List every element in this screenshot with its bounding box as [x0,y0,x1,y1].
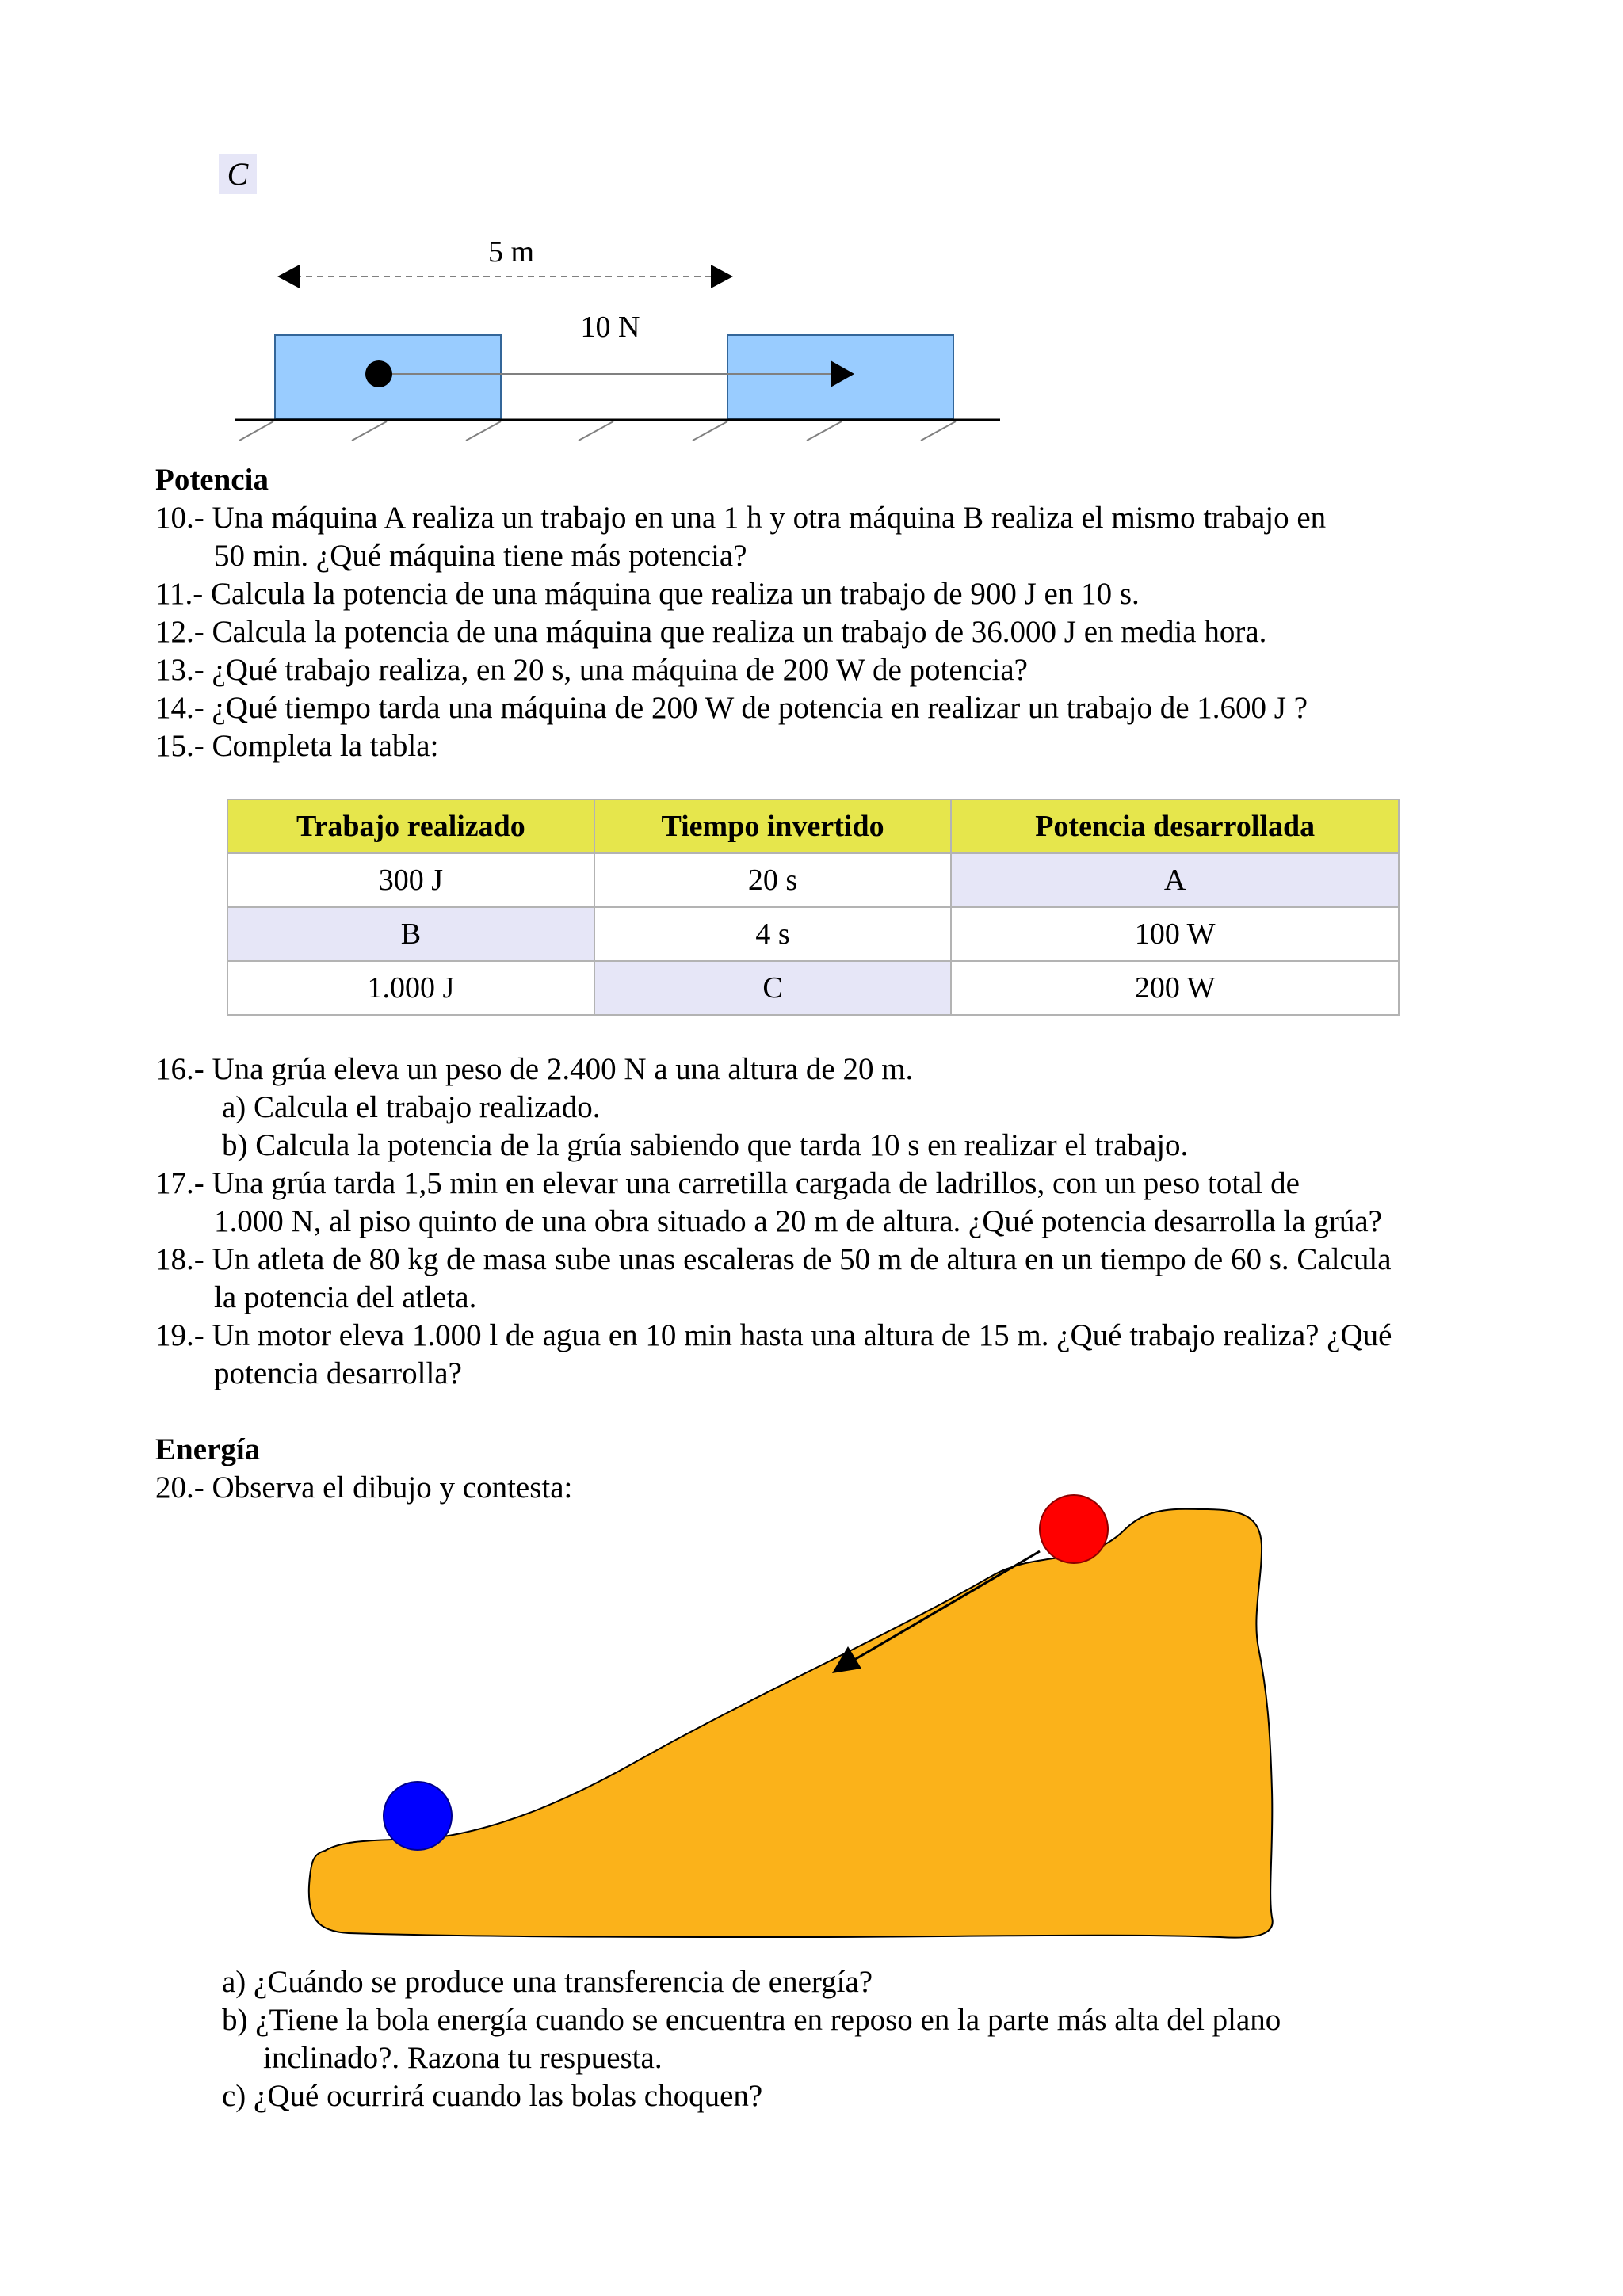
question-20b-line2: inclinado?. Razona tu respuesta. [263,2041,663,2075]
table-cell-unknown: B [227,907,594,961]
energy-questions [155,1963,1487,2115]
force-origin-dot [365,360,392,387]
question-17 [155,1165,1487,1241]
question-20b-line1: b) ¿Tiene la bola energía cuando se encuentra en reposo en la parte más alta del plano [222,2003,1281,2037]
potencia-title: Potencia [155,463,269,497]
header-potencia: Potencia desarrollada [951,799,1399,853]
motion-arrow-head [832,1646,861,1673]
question-10 [155,499,1487,575]
question-17-line1: 17.- Una grúa tarda 1,5 min en elevar una carretilla cargada de ladrillos, con un peso total de [155,1166,1300,1200]
header-tiempo: Tiempo invertido [594,799,952,853]
table-cell-unknown: C [594,961,952,1015]
question-10-line2: 50 min. ¿Qué máquina tiene más potencia? [214,539,747,573]
table-cell-unknown: A [951,853,1399,907]
question-18-line2: la potencia del atleta. [214,1280,477,1314]
question-10-line1: 10.- Una máquina A realiza un trabajo en una 1 h y otra máquina B realiza el mismo trabajo en [155,501,1327,535]
power-table [227,799,1400,1016]
question-16b: b) Calcula la potencia de la grúa sabiendo que tarda 10 s en realizar el trabajo. [222,1128,1189,1162]
question-16-text: 16.- Una grúa eleva un peso de 2.400 N a una altura de 20 m. [155,1052,914,1086]
motion-arrow-line [854,1551,1040,1660]
question-12: 12.- Calcula la potencia de una máquina que realiza un trabajo de 36.000 J en media hora. [155,615,1267,649]
energia-title: Energía [155,1432,261,1466]
table-cell: 200 W [951,961,1399,1015]
question-20a: a) ¿Cuándo se produce una transferencia de energía? [222,1965,873,1999]
table-cell: 300 J [227,853,594,907]
question-19-line2: potencia desarrolla? [214,1356,462,1390]
table-row [227,907,1399,961]
question-20c: c) ¿Qué ocurrirá cuando las bolas choquen? [222,2079,763,2113]
distance-label: 5 m [487,235,535,269]
question-18 [155,1241,1487,1317]
force-label: 10 N [580,311,640,344]
question-11: 11.- Calcula la potencia de una máquina que realiza un trabajo de 900 J en 10 s. [155,577,1140,611]
table-row [227,853,1399,907]
blue-ball [384,1782,452,1850]
table-cell: 4 s [594,907,952,961]
question-17-line2: 1.000 N, al piso quinto de una obra situado a 20 m de altura. ¿Qué potencia desarrolla la grúa? [214,1204,1382,1238]
question-19-line1: 19.- Un motor eleva 1.000 l de agua en 10 min hasta una altura de 15 m. ¿Qué trabajo realiza? ¿Qué [155,1318,1392,1352]
header-trabajo: Trabajo realizado [227,799,594,853]
distance-arrow-right [711,265,733,288]
ground-hatching [239,421,956,441]
hill-shape [309,1509,1273,1938]
table-cell: 1.000 J [227,961,594,1015]
distance-arrow-left [277,265,300,288]
blocks-diagram [0,0,1623,475]
question-14: 14.- ¿Qué tiempo tarda una máquina de 200 W de potencia en realizar un trabajo de 1.600 J ? [155,691,1308,725]
question-13: 13.- ¿Qué trabajo realiza, en 20 s, una máquina de 200 W de potencia? [155,653,1028,687]
table-header-row [227,799,1399,853]
question-16 [155,1051,1487,1165]
question-16a: a) Calcula el trabajo realizado. [222,1090,601,1124]
table-cell: 20 s [594,853,952,907]
question-15: 15.- Completa la tabla: [155,729,439,763]
question-18-line1: 18.- Un atleta de 80 kg de masa sube unas escaleras de 50 m de altura en un tiempo de 60 s. Calcula [155,1242,1392,1276]
table-row [227,961,1399,1015]
question-19 [155,1317,1487,1393]
question-20: 20.- Observa el dibujo y contesta: [155,1470,573,1505]
table-cell: 100 W [951,907,1399,961]
figure-label: C [219,154,257,194]
